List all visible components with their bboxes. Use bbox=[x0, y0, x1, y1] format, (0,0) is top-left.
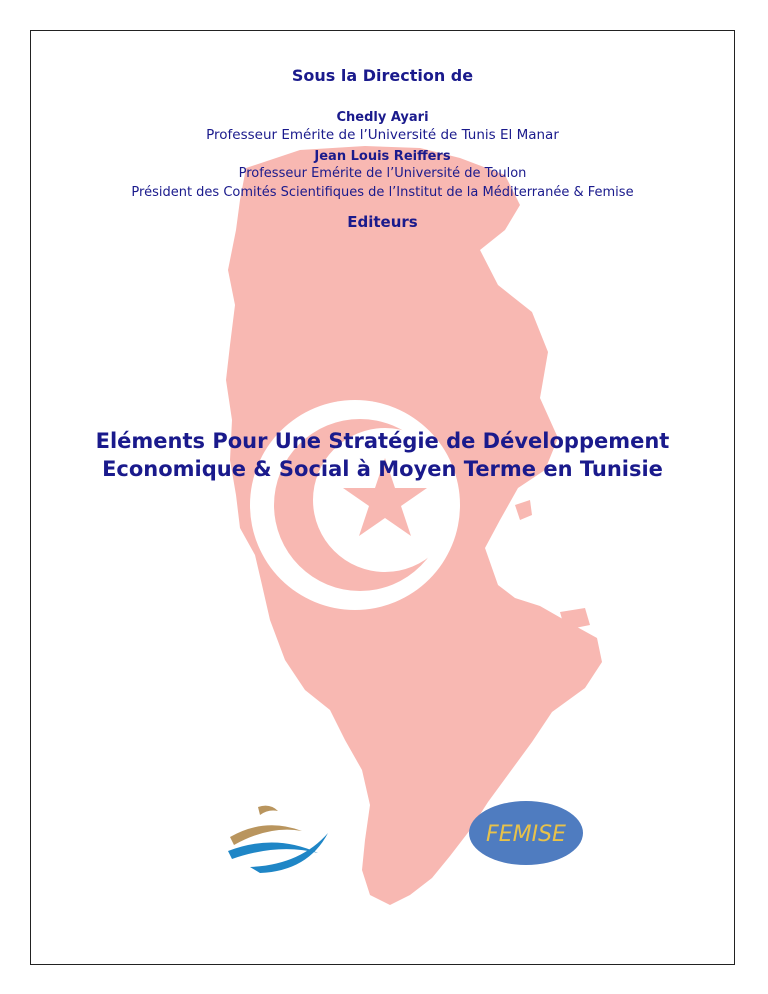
editors-label: Editeurs bbox=[347, 213, 418, 231]
editor1-title: Professeur Emérite de l’Université de Tunis El Manar bbox=[206, 127, 559, 143]
island-djerba bbox=[560, 608, 590, 630]
editor2-title1: Professeur Emérite de l’Université de Toulon bbox=[238, 166, 527, 181]
editor1-name: Chedly Ayari bbox=[336, 110, 429, 125]
wave-tan-2 bbox=[230, 825, 302, 845]
title-line2: Economique & Social à Moyen Terme en Tunisie bbox=[102, 457, 663, 481]
direction-label: Sous la Direction de bbox=[291, 66, 474, 85]
title-line1: Eléments Pour Une Stratégie de Développement bbox=[95, 429, 670, 453]
editor2-title2: Président des Comités Scientifiques de l’Institut de la Méditerranée & Femise bbox=[131, 185, 634, 200]
wave-tan-1 bbox=[258, 806, 278, 815]
femise-logo-text: FEMISE bbox=[486, 822, 566, 847]
institut-mediterranee-wave-logo-icon bbox=[220, 795, 340, 875]
island-kerkennah bbox=[515, 500, 532, 520]
femise-logo-icon bbox=[466, 798, 586, 868]
document-title bbox=[30, 427, 735, 483]
editor2-name: Jean Louis Reiffers bbox=[314, 149, 451, 164]
wave-blue-2 bbox=[250, 833, 328, 873]
